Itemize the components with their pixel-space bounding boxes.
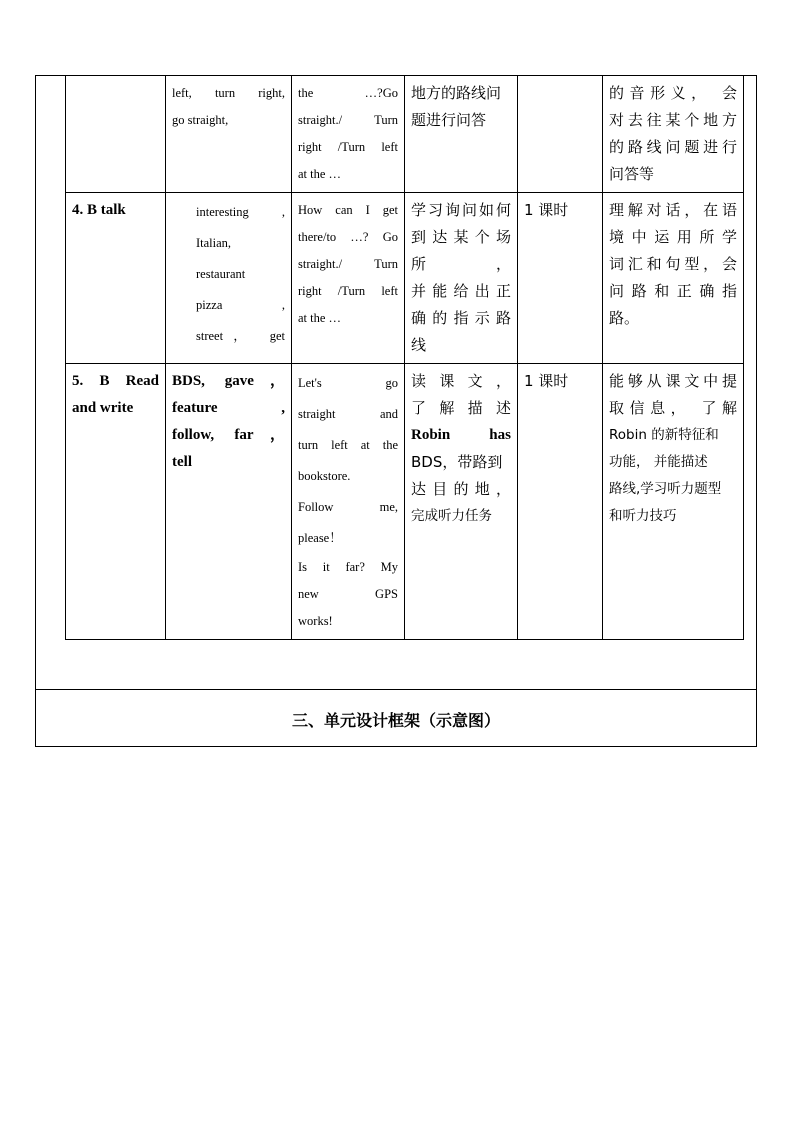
lesson-table [65, 75, 744, 640]
goals-cell: 能够从课文中提 取信息， 了解 Robin 的新特征和 功能， 并能描述 路线,学习听力题型 和听力技巧 [603, 364, 744, 640]
hours-cell: 1 课时 [518, 193, 603, 364]
sentences-cell: How can I get there/to …? Go straight./ Turn right /Turn left at the … [292, 193, 405, 364]
content-cell: 读课文， 了解描述 Robin has BDS，带路到 达目的地， 完成听力任务 [405, 364, 518, 640]
lesson-cell [66, 76, 166, 193]
words-cell: interesting , Italian, restaurant pizza , street， get [166, 193, 292, 364]
table-row [66, 364, 744, 640]
content-cell: 地方的路线问 题进行问答 [405, 76, 518, 193]
lesson-cell: 4. B talk [66, 193, 166, 364]
section-title: 三、单元设计框架（示意图） [291, 710, 500, 730]
sentences-cell: Let's go straight and turn left at the bookstore. Follow me, please！ Is it far? My new GPS works! [292, 364, 405, 640]
table-row [66, 76, 744, 193]
words-cell: left, turn right, go straight, [166, 76, 292, 193]
content-cell: 学习询问如何 到达某个场所， 并能给出正 确的指示路 线 [405, 193, 518, 364]
hours-cell [518, 76, 603, 193]
words-cell: BDS, gave， feature , follow, far， tell [166, 364, 292, 640]
table-row [66, 193, 744, 364]
sentences-cell: the …?Go straight./ Turn right /Turn left at the … [292, 76, 405, 193]
goals-cell: 理解对话，在语 境中运用所学 词汇和句型，会 问路和正确指 路。 [603, 193, 744, 364]
goals-cell: 的音形义， 会 对去往某个地方 的路线问题进行 问答等 [603, 76, 744, 193]
lesson-cell: 5. B Read and write [66, 364, 166, 640]
hours-cell: 1 课时 [518, 364, 603, 640]
